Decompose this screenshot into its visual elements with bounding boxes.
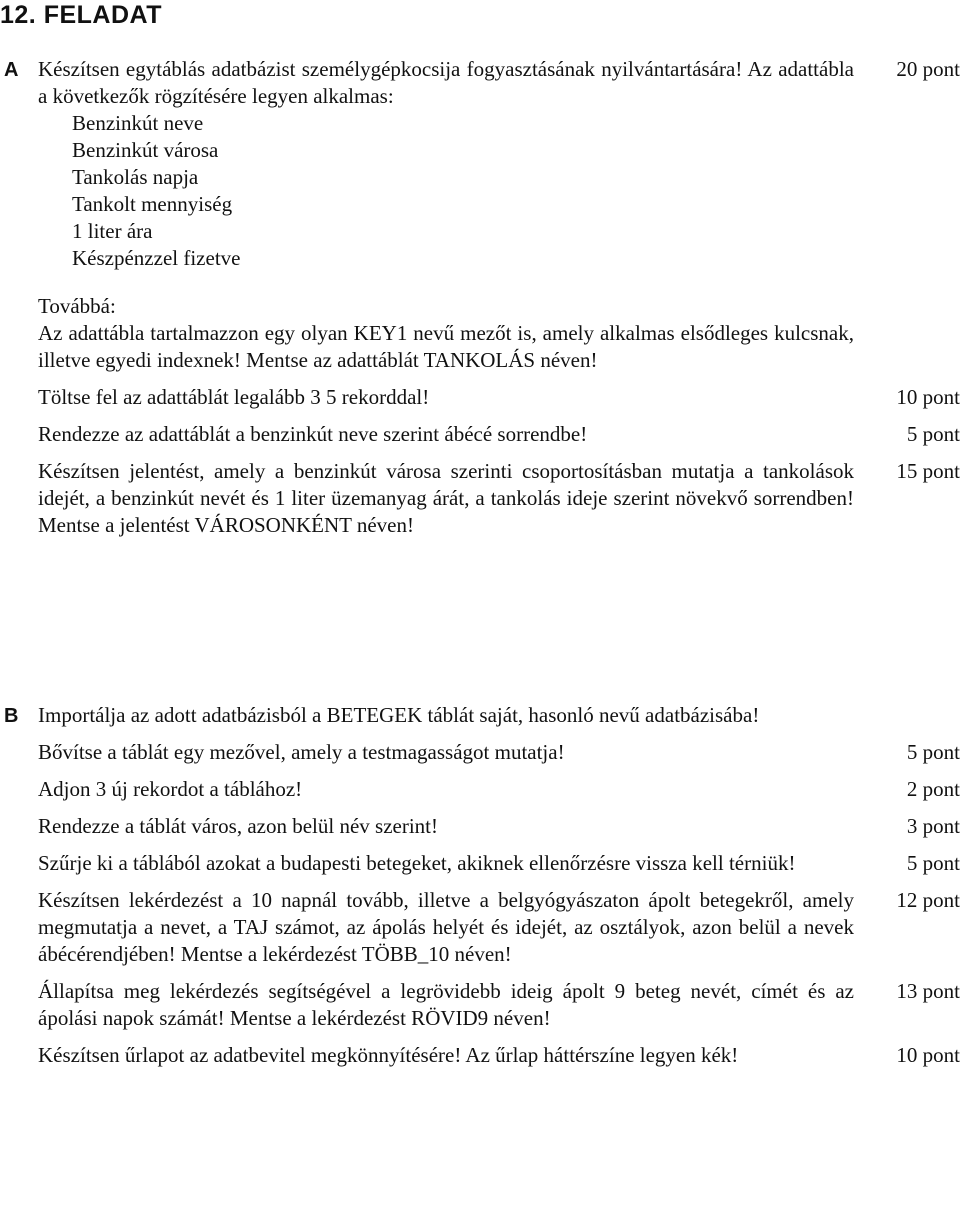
task-item [0, 1042, 960, 1069]
task-item [0, 978, 960, 1032]
task-text: Rendezze az adattáblát a benzinkút neve szerint ábécé sorrendbe! [38, 422, 588, 446]
extra-heading: Továbbá: [38, 294, 116, 318]
list-item: Tankolt mennyiség [72, 192, 233, 216]
task-text: Szűrje ki a táblából azokat a budapesti betegeket, akiknek ellenőrzésre vissza kell térniük! [38, 851, 796, 875]
task-text: Töltse fel az adattáblát legalább 3 5 rekorddal! [38, 385, 430, 409]
task-points: 13 pont [896, 979, 960, 1003]
task-points: 5 pont [906, 740, 960, 764]
task-item [0, 813, 960, 840]
section-a-intro [0, 56, 960, 110]
task-points: 15 pont [896, 459, 960, 483]
task-item [0, 384, 960, 411]
list-item: 1 liter ára [72, 219, 153, 243]
section-letter: A [4, 59, 19, 81]
section-b-intro [0, 702, 960, 729]
list-item: Készpénzzel fizetve [72, 246, 241, 270]
task-points: 2 pont [906, 777, 960, 801]
task-text: Készítsen jelentést, amely a benzinkút városa szerinti csoportosításban mutatja a tankolások idejét, a benzinkút nevét és 1 liter üzemanyag árát, a tankolás ideje szerint növekvő sorrendben! Mentse a jelentést VÁROSONKÉNT néven! [38, 459, 854, 537]
task-points: 12 pont [896, 888, 960, 912]
task-text: Készítsen űrlapot az adatbevitel megkönnyítésére! Az űrlap háttérszíne legyen kék! [38, 1043, 739, 1067]
section-a [0, 56, 960, 549]
task-points: 10 pont [896, 385, 960, 409]
section-letter: B [4, 705, 19, 727]
task-text: Készítsen lekérdezést a 10 napnál tovább, illetve a belgyógyászaton ápolt betegekről, amely megmutatja a nevet, a TAJ számot, az ápolás helyét és idejét, az osztályok, azon belül a nevek ábécérendjében! Mentse a lekérdezést TÖBB_10 néven! [38, 888, 854, 966]
list-item: Tankolás napja [72, 165, 199, 189]
task-item [0, 776, 960, 803]
section-a-extra [0, 293, 960, 374]
task-points: 10 pont [896, 1043, 960, 1067]
task-text: Rendezze a táblát város, azon belül név szerint! [38, 814, 438, 838]
task-text: Importálja az adott adatbázisból a BETEGEK táblát saját, hasonló nevű adatbázisába! [38, 703, 760, 727]
task-points: 5 pont [906, 851, 960, 875]
task-points: 3 pont [906, 814, 960, 838]
task-item [0, 850, 960, 877]
task-item [0, 421, 960, 448]
page-title: 12. FELADAT [0, 1, 162, 29]
list-item: Benzinkút neve [72, 111, 204, 135]
list-item: Benzinkút városa [72, 138, 219, 162]
task-item [0, 739, 960, 766]
task-item [0, 458, 960, 539]
task-points: 5 pont [906, 422, 960, 446]
task-points: 20 pont [896, 57, 960, 81]
extra-text: Az adattábla tartalmazzon egy olyan KEY1 nevű mezőt is, amely alkalmas elsődleges kulcsnak, illetve egyedi indexnek! Mentse az adattáblát TANKOLÁS néven! [38, 321, 854, 372]
field-list [72, 110, 960, 272]
task-item [0, 887, 960, 968]
section-b [0, 702, 960, 1079]
task-text: Bővítse a táblát egy mezővel, amely a testmagasságot mutatja! [38, 740, 565, 764]
task-text: Készítsen egytáblás adatbázist személygépkocsija fogyasztásának nyilvántartására! Az adattábla a következők rögzítésére legyen alkalmas: [38, 57, 854, 108]
task-text: Állapítsa meg lekérdezés segítségével a legrövidebb ideig ápolt 9 beteg nevét, címét és az ápolási napok számát! Mentse a lekérdezést RÖVID9 néven! [38, 979, 854, 1030]
spacer [0, 272, 960, 293]
task-text: Adjon 3 új rekordot a táblához! [38, 777, 303, 801]
